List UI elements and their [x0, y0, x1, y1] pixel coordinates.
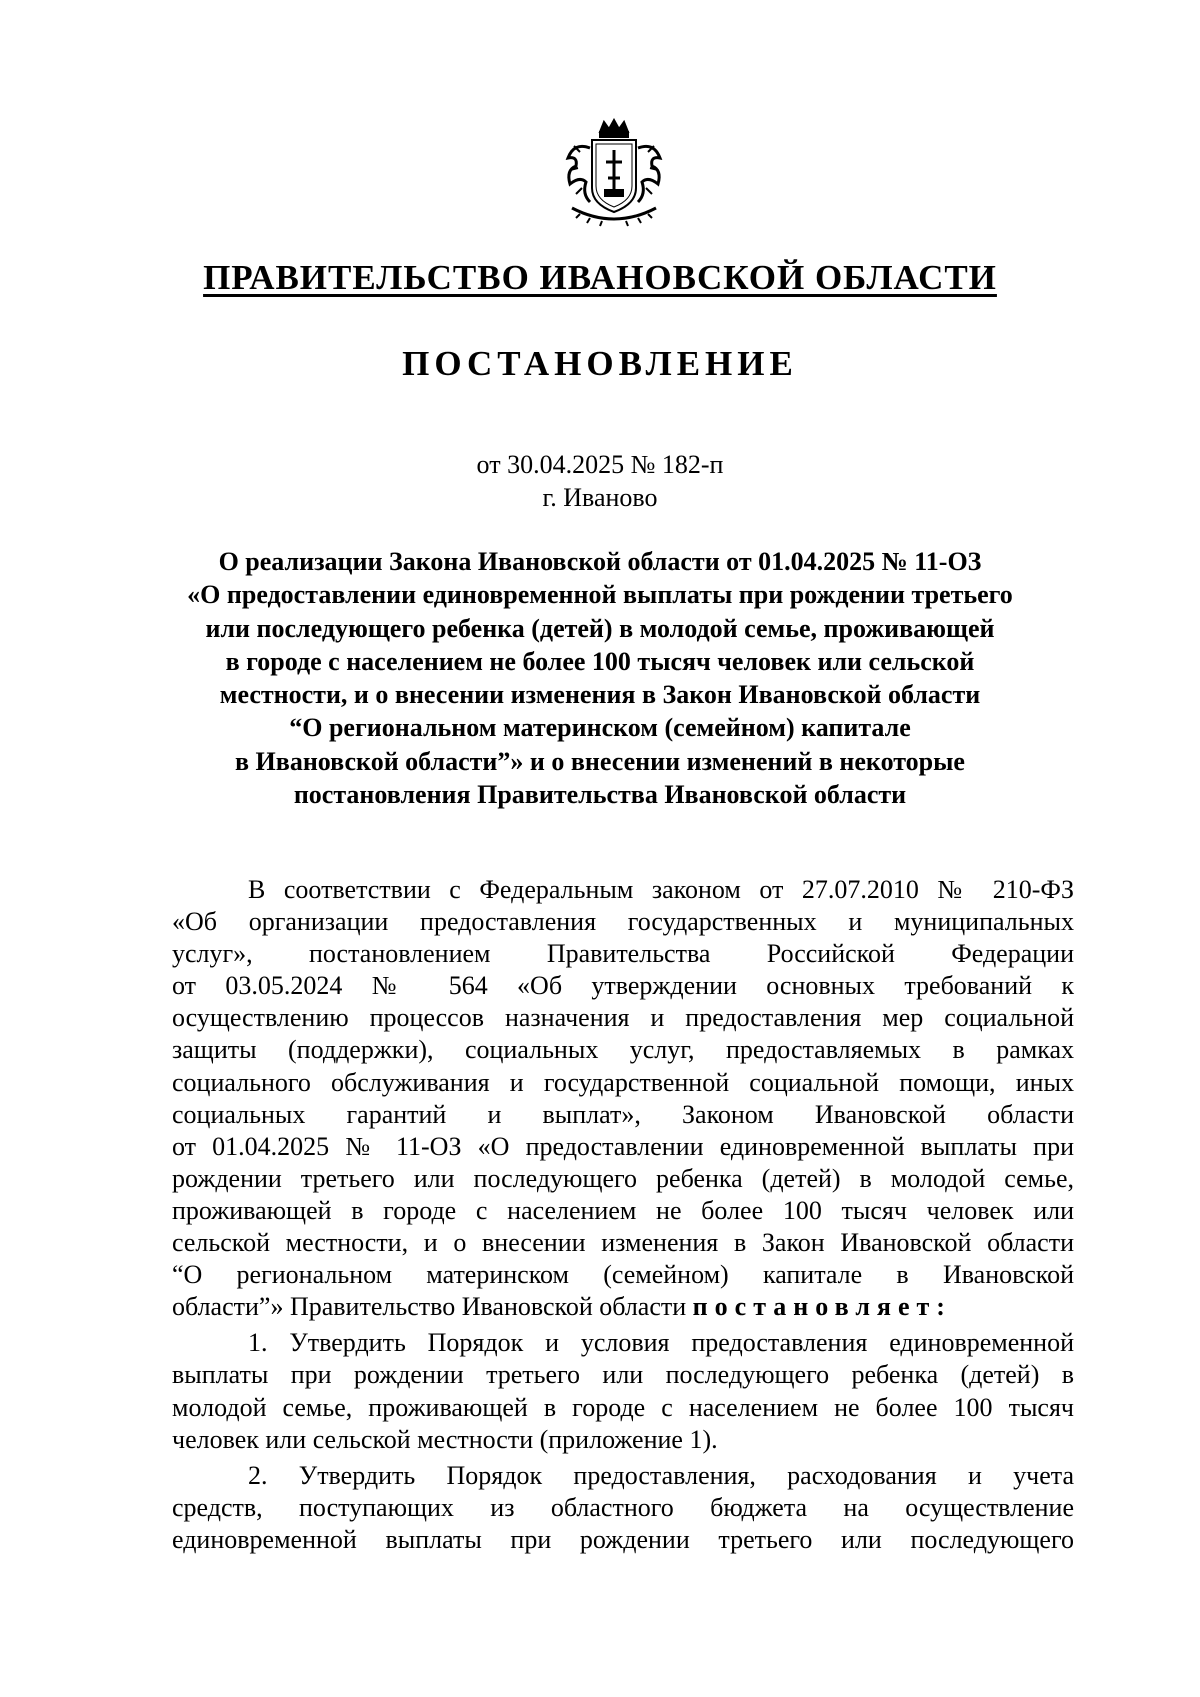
preamble-last-text: области”» Правительство Ивановской области: [172, 1292, 687, 1322]
body-line: сельской местности, и о внесении изменения в Закон Ивановской области: [172, 1228, 1074, 1258]
item-1-paragraph: [172, 1327, 1074, 1455]
subject-line: местности, и о внесении изменения в Закон Ивановской области: [219, 680, 981, 710]
body-line: “О региональном материнском (семейном) капитале в Ивановской: [172, 1260, 1074, 1290]
body-line: от 01.04.2025 № 11-ОЗ «О предоставлении единовременной выплаты при: [172, 1131, 1074, 1161]
subject-line: “О региональном материнском (семейном) капитале: [289, 713, 911, 743]
decree-word: постановляет:: [692, 1292, 952, 1322]
body-line: выплаты при рождении третьего или последующего ребенка (детей) в: [172, 1360, 1074, 1390]
document-subject: [150, 545, 1050, 811]
body-line: 1. Утвердить Порядок и условия предоставления единовременной: [248, 1328, 1074, 1358]
subject-line: О реализации Закона Ивановской области от 01.04.2025 № 11-ОЗ: [218, 547, 982, 576]
document-body: [172, 874, 1074, 1556]
body-line: молодой семье, проживающей в городе с населением не более 100 тысяч: [172, 1392, 1074, 1422]
preamble-paragraph: [172, 874, 1074, 1323]
body-line: единовременной выплаты при рождении третьего или последующего: [172, 1524, 1074, 1554]
body-line: средств, поступающих из областного бюджета на осуществление: [172, 1492, 1074, 1522]
body-line: защиты (поддержки), социальных услуг, предоставляемых в рамках: [172, 1035, 1074, 1065]
subject-line: в Ивановской области”» и о внесении изменений в некоторые: [235, 746, 965, 776]
body-line: 2. Утвердить Порядок предоставления, расходования и учета: [248, 1460, 1074, 1490]
body-line: социальных гарантий и выплат», Законом Ивановской области: [172, 1099, 1074, 1129]
body-line: осуществлению процессов назначения и предоставления мер социальной: [172, 1003, 1074, 1033]
body-line: проживающей в городе с населением не более 100 тысяч человек или: [172, 1195, 1074, 1225]
document-type: ПОСТАНОВЛЕНИЕ: [402, 344, 798, 383]
body-line: «Об организации предоставления государственных и муниципальных: [172, 907, 1074, 937]
body-line: человек или сельской местности (приложение 1).: [172, 1424, 718, 1454]
government-name: ПРАВИТЕЛЬСТВО ИВАНОВСКОЙ ОБЛАСТИ: [203, 258, 997, 297]
coat-of-arms-icon: [556, 118, 672, 230]
subject-line: или последующего ребенка (детей) в молодой семье, проживающей: [205, 613, 995, 643]
body-line: от 03.05.2024 № 564 «Об утверждении основных требований к: [172, 971, 1074, 1001]
body-line: услуг», постановлением Правительства Российской Федерации: [172, 939, 1074, 969]
body-line: В соответствии с Федеральным законом от 27.07.2010 № 210-ФЗ: [248, 875, 1074, 904]
subject-line: в городе с населением не более 100 тысяч человек или сельской: [225, 646, 975, 676]
subject-line: постановления Правительства Ивановской области: [293, 780, 907, 810]
body-line: социального обслуживания и государственной социальной помощи, иных: [172, 1067, 1074, 1097]
body-line: [172, 1291, 1074, 1323]
document-city: г. Иваново: [542, 483, 658, 512]
document-date-number: от 30.04.2025 № 182-п: [476, 450, 724, 479]
item-2-paragraph: [172, 1460, 1074, 1556]
body-line: рождении третьего или последующего ребенка (детей) в молодой семье,: [172, 1163, 1074, 1193]
subject-line: «О предоставлении единовременной выплаты при рождении третьего: [187, 580, 1013, 610]
